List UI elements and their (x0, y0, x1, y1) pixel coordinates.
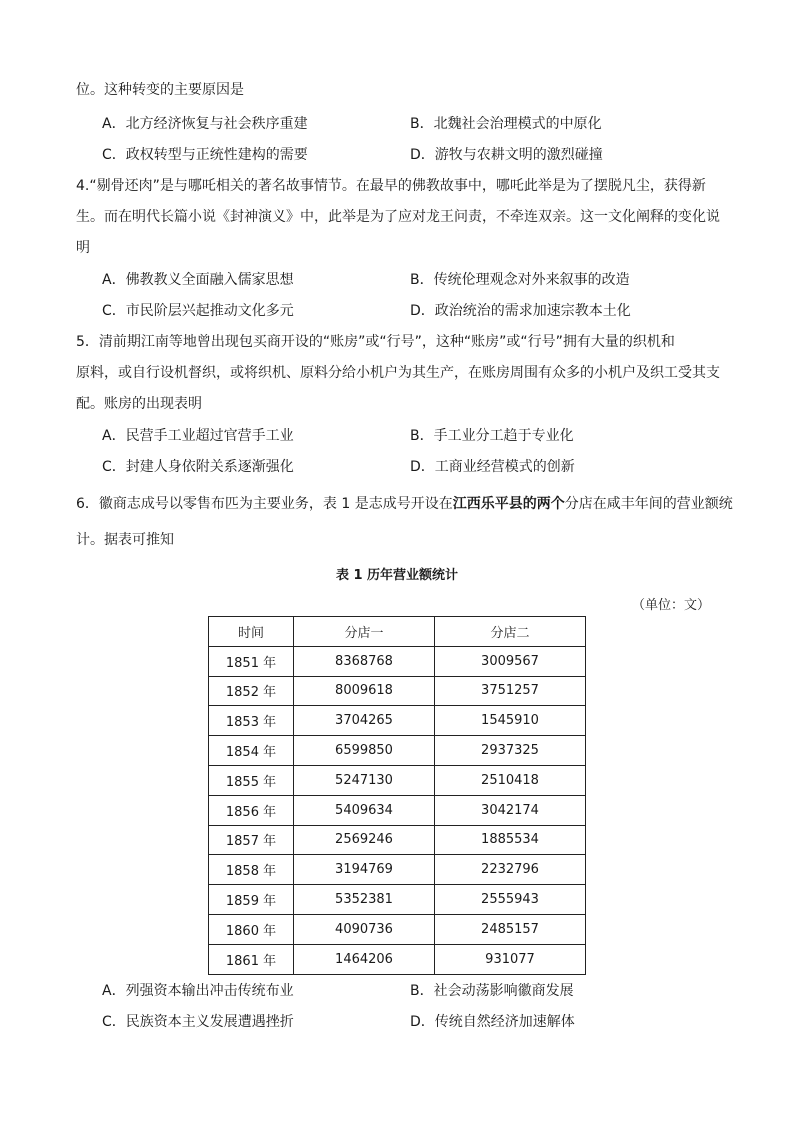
table-row (209, 765, 586, 795)
q6-stem-post: 分店在咸丰年间的营业额统 (564, 496, 733, 512)
q6-stem-bold: 江西乐平县的两个 (452, 496, 565, 512)
q4-stem-line-3: 明 (76, 240, 90, 256)
q4-stem-line-2: 生。而在明代长篇小说《封神演义》中，此举是为了应对龙王问责，不牵连双亲。这一文化阐释的变化说 (76, 209, 720, 225)
table-cell-time: 1858 年 (209, 855, 294, 885)
table-unit: （单位：文） (631, 598, 710, 613)
q4-option-b[interactable]: B．传统伦理观念对外来叙事的改造 (410, 272, 630, 288)
table-cell-store-1: 5409634 (294, 795, 435, 825)
q6-option-b[interactable]: B．社会动荡影响徽商发展 (410, 983, 574, 999)
table-cell-store-1: 6599850 (294, 736, 435, 766)
table-cell-store-2: 1885534 (435, 825, 586, 855)
q6-stem-line-2: 计。据表可推知 (76, 532, 174, 548)
q4-stem-line-1: 4.“剔骨还肉”是与哪吒相关的著名故事情节。在最早的佛教故事中，哪吒此举是为了摆脱凡尘，获得新 (76, 178, 706, 194)
table-cell-store-1: 5247130 (294, 765, 435, 795)
table-cell-store-1: 3194769 (294, 855, 435, 885)
q3-option-b[interactable]: B．北魏社会治理模式的中原化 (410, 116, 602, 132)
table-cell-store-2: 931077 (435, 944, 586, 974)
q5-stem-line-3: 配。账房的出现表明 (76, 396, 202, 412)
q5-stem-line-2: 原料，或自行设机督织，或将织机、原料分给小机户为其生产，在账房周围有众多的小机户及织工受其支 (76, 365, 720, 381)
q5-option-d[interactable]: D．工商业经营模式的创新 (410, 459, 575, 475)
q5-option-a[interactable]: A．民营手工业超过官营手工业 (102, 428, 294, 444)
table-row (209, 914, 586, 944)
q5-stem-line-1: 5．清前期江南等地曾出现包买商开设的“账房”或“行号”，这种“账房”或“行号”拥有大量的织机和 (76, 334, 675, 350)
table-cell-store-1: 3704265 (294, 706, 435, 736)
table-cell-time: 1851 年 (209, 646, 294, 676)
q3-option-d[interactable]: D．游牧与农耕文明的激烈碰撞 (410, 147, 603, 163)
table-row (209, 825, 586, 855)
table-cell-store-1: 2569246 (294, 825, 435, 855)
table-cell-store-2: 2555943 (435, 885, 586, 915)
table-cell-time: 1853 年 (209, 706, 294, 736)
q5-option-c[interactable]: C．封建人身依附关系逐渐强化 (102, 459, 294, 475)
table-header-time: 时间 (209, 617, 294, 647)
q6-option-a[interactable]: A．列强资本输出冲击传统布业 (102, 983, 294, 999)
table-header-row (209, 617, 586, 647)
table-cell-store-2: 2510418 (435, 765, 586, 795)
q3-option-c[interactable]: C．政权转型与正统性建构的需要 (102, 147, 308, 163)
table-cell-store-1: 1464206 (294, 944, 435, 974)
q4-option-d[interactable]: D．政治统治的需求加速宗教本土化 (410, 303, 631, 319)
table-row (209, 646, 586, 676)
table-cell-time: 1854 年 (209, 736, 294, 766)
table-row (209, 944, 586, 974)
revenue-table (208, 616, 586, 975)
table-row (209, 706, 586, 736)
table-cell-store-1: 4090736 (294, 914, 435, 944)
table-cell-store-2: 3009567 (435, 646, 586, 676)
q4-option-a[interactable]: A．佛教教义全面融入儒家思想 (102, 272, 294, 288)
q6-stem-pre: 6．徽商志成号以零售布匹为主要业务，表 1 是志成号开设在 (76, 496, 453, 512)
table-cell-store-2: 3751257 (435, 676, 586, 706)
q6-option-c[interactable]: C．民族资本主义发展遭遇挫折 (102, 1014, 294, 1030)
table-row (209, 676, 586, 706)
q5-option-b[interactable]: B．手工业分工趋于专业化 (410, 428, 574, 444)
table-caption: 表 1 历年营业额统计 (335, 568, 459, 583)
table-cell-store-2: 2937325 (435, 736, 586, 766)
q6-option-d[interactable]: D．传统自然经济加速解体 (410, 1014, 575, 1030)
q3-stem-tail: 位。这种转变的主要原因是 (76, 82, 244, 98)
table-row (209, 885, 586, 915)
table-cell-time: 1859 年 (209, 885, 294, 915)
q4-option-c[interactable]: C．市民阶层兴起推动文化多元 (102, 303, 294, 319)
table-row (209, 736, 586, 766)
table-cell-store-1: 8009618 (294, 676, 435, 706)
table-cell-store-2: 2485157 (435, 914, 586, 944)
table-cell-store-1: 5352381 (294, 885, 435, 915)
table-cell-time: 1856 年 (209, 795, 294, 825)
table-header-store-2: 分店二 (435, 617, 586, 647)
table-cell-store-1: 8368768 (294, 646, 435, 676)
table-row (209, 795, 586, 825)
table-cell-store-2: 1545910 (435, 706, 586, 736)
table-cell-time: 1857 年 (209, 825, 294, 855)
table-body (209, 646, 586, 974)
table-cell-store-2: 2232796 (435, 855, 586, 885)
table-cell-time: 1855 年 (209, 765, 294, 795)
q6-stem-line-1 (76, 494, 733, 514)
table-cell-time: 1860 年 (209, 914, 294, 944)
table-row (209, 855, 586, 885)
table-cell-time: 1861 年 (209, 944, 294, 974)
table-cell-time: 1852 年 (209, 676, 294, 706)
table-cell-store-2: 3042174 (435, 795, 586, 825)
q3-option-a[interactable]: A．北方经济恢复与社会秩序重建 (102, 116, 308, 132)
table-header-store-1: 分店一 (294, 617, 435, 647)
